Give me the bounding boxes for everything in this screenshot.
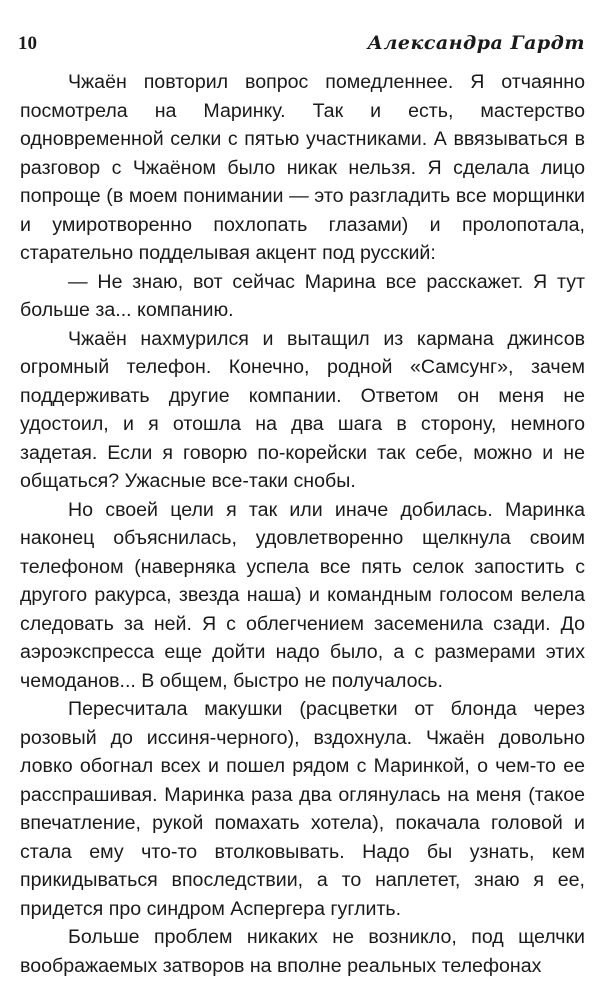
paragraph: Но своей цели я так или иначе добилась. Маринка наконец объяснилась, удовлетворенно щелкнула своим телефоном (наверняка успела все пять селок запостить с другого ракурса, звезда наша) и командным голосом велела следовать за ней. Я с облегчением засеменила сзади. До аэроэкспресса еще дойти надо было, а с размерами этих чемоданов... В общем, быстро не получалось. (20, 498, 585, 692)
page-number: 10 (18, 33, 37, 54)
body-text (20, 68, 585, 980)
running-head-author: Александра Гардт (367, 32, 585, 54)
paragraph: Чжаён нахмурился и вытащил из кармана джинсов огромный телефон. Конечно, родной «Самсунг», зачем поддерживать другие компании. Ответом он меня не удостоил, и я отошла на два шага в сторону, немного задетая. Если я говорю по-корейски так себе, можно и не общаться? Ужасные все-таки снобы. (20, 327, 585, 492)
paragraph: Чжаён повторил вопрос помедленнее. Я отчаянно посмотрела на Маринку. Так и есть, мастерство одновременной селки с пятью участниками. А ввязываться в разговор с Чжаёном было никак нельзя. Я сделала лицо попроще (в моем понимании — это разгладить все морщинки и умиротворенно похлопать глазами) и пролопотала, старательно подделывая акцент под русский: (20, 71, 585, 264)
paragraph: Пересчитала макушки (расцветки от блонда через розовый до иссиня-черного), вздохнула. Чжаён довольно ловко обогнал всех и пошел рядом с Маринкой, о чем-то ее расспрашивая. Маринка раза два оглянулась на меня (такое впечатление, рукой помахать хотела), покачала головой и стала ему что-то втолковывать. Надо бы узнать, кем прикидываться впоследствии, а то наплетет, знаю я ее, придется про синдром Аспергера гуглить. (20, 698, 585, 920)
paragraph: — Не знаю, вот сейчас Марина все расскажет. Я тут больше за... компанию. (20, 270, 585, 321)
page-header (18, 32, 585, 62)
paragraph: Больше проблем никаких не возникло, под щелчки воображаемых затворов на вполне реальных телефонах (20, 926, 585, 977)
